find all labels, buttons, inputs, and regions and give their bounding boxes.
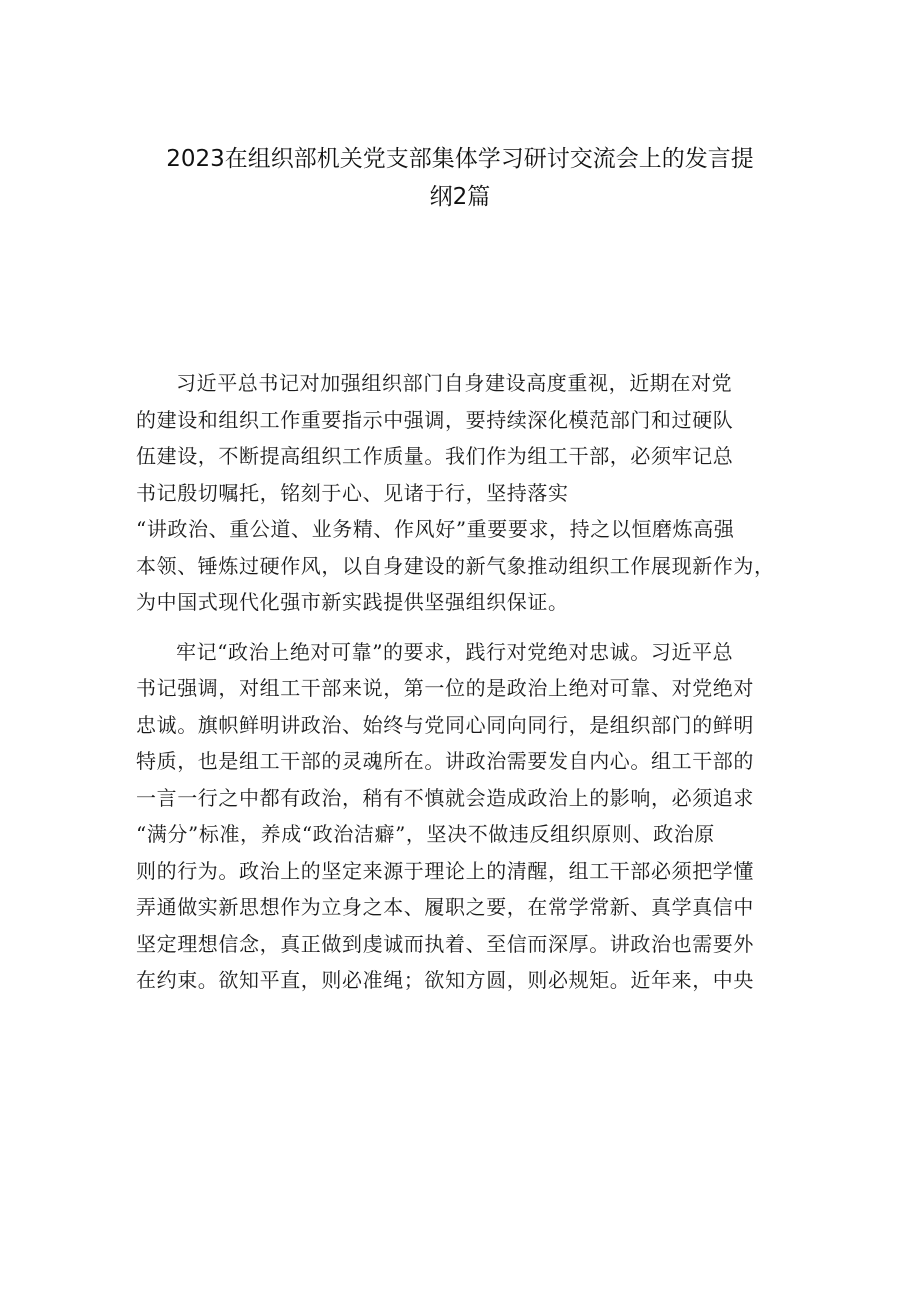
document-body <box>136 365 778 999</box>
text-line: 牢记“政治上绝对可靠”的要求，践行对党绝对忠诚。习近平总 <box>176 639 734 664</box>
paragraph-1 <box>136 365 778 621</box>
text-line: 在约束。欲知平直，则必准绳；欲知方圆，则必规矩。近年来，中央 <box>136 968 754 992</box>
text-line: 坚定理想信念，真正做到虔诚而执着、至信而深厚。讲政治也需要外 <box>136 931 754 956</box>
text-line: 习近平总书记对加强组织部门自身建设高度重视，近期在对党 <box>176 371 733 395</box>
text-line: 书记殷切嘱托，铭刻于心、见诸于行，坚持落实 <box>136 480 569 505</box>
text-line: 的建设和组织工作重要指示中强调，要持续深化模范部门和过硬队 <box>136 407 734 432</box>
text-line: 本领、锤炼过硬作风，以自身建设的新气象推动组织工作展现新作为， <box>136 553 775 578</box>
title-line: 纲2篇 <box>429 184 491 210</box>
text-line: 特质，也是组工干部的灵魂所在。讲政治需要发自内心。组工干部的 <box>136 749 754 773</box>
paragraph-2 <box>136 634 778 999</box>
text-line: 弄通做实新思想作为立身之本、履职之要，在常学常新、真学真信中 <box>136 895 754 919</box>
text-line: 为中国式现代化强市新实践提供坚强组织保证。 <box>136 590 569 614</box>
text-line: “讲政治、重公道、业务精、作风好”重要要求，持之以恒磨炼高强 <box>136 517 735 541</box>
title-line: 2023在组织部机关党支部集体学习研讨交流会上的发言提 <box>166 146 754 172</box>
document-title <box>130 140 790 216</box>
text-line: 书记强调，对组工干部来说，第一位的是政治上绝对可靠、对党绝对 <box>136 676 754 700</box>
text-line: 则的行为。政治上的坚定来源于理论上的清醒，组工干部必须把学懂 <box>136 858 754 883</box>
text-line: “满分”标准，养成“政治洁癖”，坚决不做违反组织原则、政治原 <box>136 822 715 846</box>
text-line: 伍建设，不断提高组织工作质量。我们作为组工干部，必须牢记总 <box>136 444 734 468</box>
text-line: 一言一行之中都有政治，稍有不慎就会造成政治上的影响，必须追求 <box>136 785 754 810</box>
text-line: 忠诚。旗帜鲜明讲政治、始终与党同心同向同行，是组织部门的鲜明 <box>136 712 754 737</box>
